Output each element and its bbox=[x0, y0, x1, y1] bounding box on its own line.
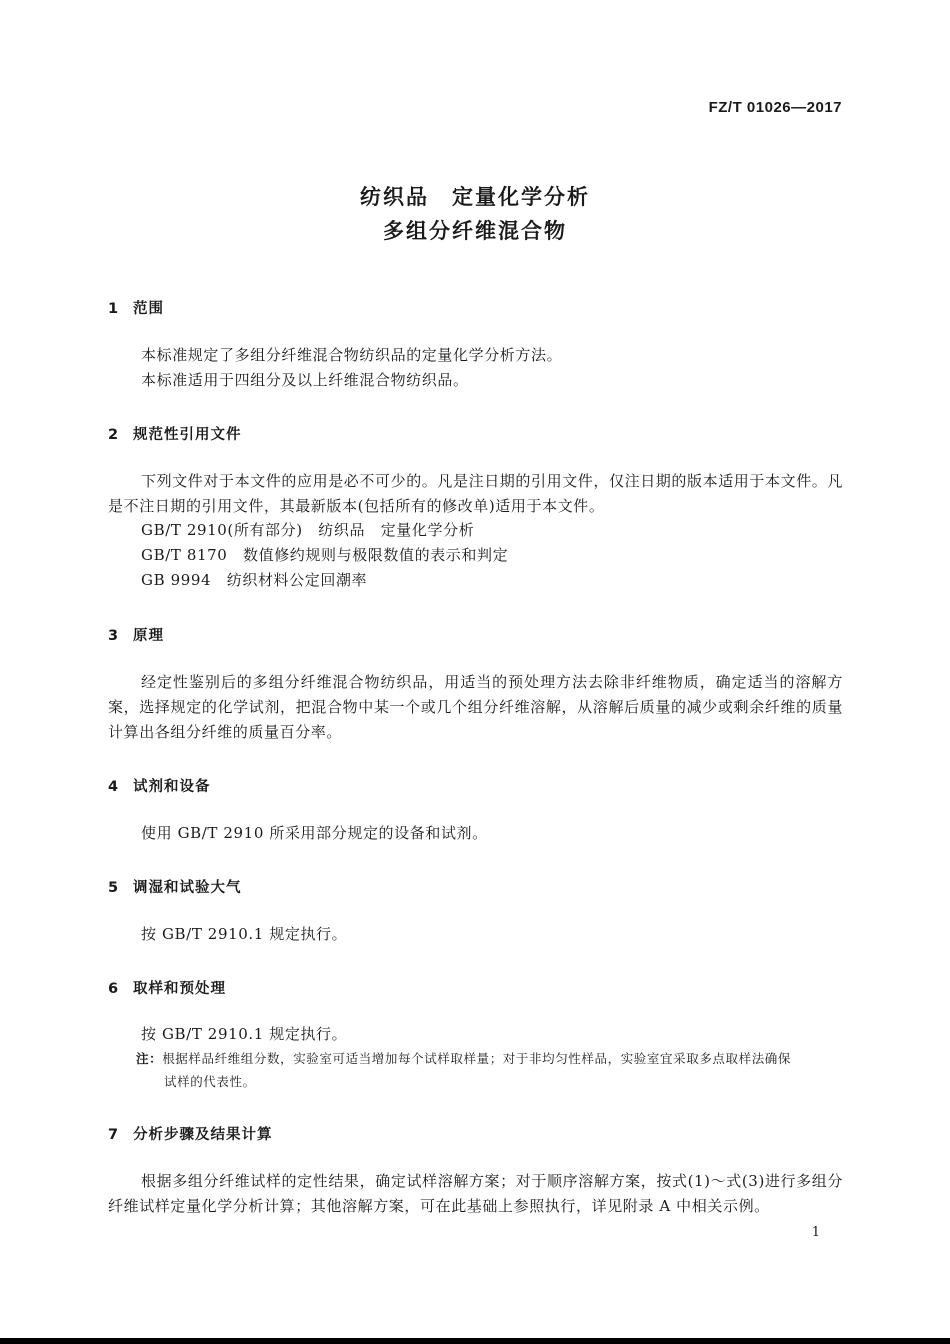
document-title-line1: 纺织品 定量化学分析 bbox=[360, 185, 590, 209]
section-heading-reagents-equipment bbox=[108, 775, 211, 796]
section-heading-conditioning bbox=[108, 876, 242, 897]
reference-item: GB 9994 纺织材料公定回潮率 bbox=[141, 571, 368, 589]
conditioning-paragraph: 按 GB/T 2910.1 规定执行。 bbox=[141, 925, 348, 943]
section-title: 调湿和试验大气 bbox=[133, 880, 242, 896]
section-number: 3 bbox=[108, 628, 120, 644]
principle-paragraph: 经定性鉴别后的多组分纤维混合物纺织品，用适当的预处理方法去除非纤维物质，确定适当的溶解方案，选择规定的化学试剂，把混合物中某一个或几个组分纤维溶解，从溶解后质量的减少或剩余纤维的质量计算出各组分纤维的质量百分率。 bbox=[108, 673, 843, 741]
sampling-note bbox=[136, 1047, 843, 1093]
section-number: 6 bbox=[108, 981, 120, 997]
note-line: 试样的代表性。 bbox=[164, 1074, 256, 1089]
section-number: 1 bbox=[108, 301, 120, 317]
section-heading-normative-references bbox=[108, 423, 242, 444]
procedure-paragraph: 根据多组分纤维试样的定性结果，确定试样溶解方案；对于顺序溶解方案，按式(1)～式(3)进行多组分纤维试样定量化学分析计算；其他溶解方案，可在此基础上参照执行，详见附录 A 中相关示例。 bbox=[108, 1172, 843, 1215]
scope-paragraph-1: 本标准规定了多组分纤维混合物纺织品的定量化学分析方法。 bbox=[141, 346, 563, 364]
page-number: 1 bbox=[811, 1225, 820, 1240]
section-title: 取样和预处理 bbox=[133, 981, 226, 997]
section-title: 范围 bbox=[133, 301, 164, 317]
bottom-border bbox=[0, 1338, 950, 1344]
section-title: 规范性引用文件 bbox=[133, 427, 242, 443]
note-line bbox=[136, 1047, 843, 1070]
section-title: 原理 bbox=[133, 628, 164, 644]
section-number: 5 bbox=[108, 880, 120, 896]
section-heading-procedure-calculation bbox=[108, 1123, 273, 1144]
section-number: 4 bbox=[108, 779, 120, 795]
section-heading-scope bbox=[108, 297, 164, 318]
sampling-paragraph: 按 GB/T 2910.1 规定执行。 bbox=[141, 1025, 348, 1043]
reagents-paragraph: 使用 GB/T 2910 所采用部分规定的设备和试剂。 bbox=[141, 824, 488, 842]
reference-item: GB/T 8170 数值修约规则与极限数值的表示和判定 bbox=[141, 546, 509, 564]
reference-item: GB/T 2910(所有部分) 纺织品 定量化学分析 bbox=[141, 521, 475, 539]
document-title-line2: 多组分纤维混合物 bbox=[383, 219, 567, 243]
section-title: 分析步骤及结果计算 bbox=[133, 1127, 273, 1143]
section-heading-principle bbox=[108, 624, 164, 645]
scope-paragraph-2: 本标准适用于四组分及以上纤维混合物纺织品。 bbox=[141, 371, 469, 389]
section-title: 试剂和设备 bbox=[133, 779, 211, 795]
references-intro: 下列文件对于本文件的应用是必不可少的。凡是注日期的引用文件，仅注日期的版本适用于本文件。凡是不注日期的引用文件，其最新版本(包括所有的修改单)适用于本文件。 bbox=[108, 472, 844, 515]
note-text: 根据样品纤维组分数，实验室可适当增加每个试样取样量；对于非均匀性样品，实验室宜采取多点取样法确保 bbox=[162, 1051, 792, 1066]
standard-code: FZ/T 01026—2017 bbox=[708, 99, 842, 116]
section-number: 2 bbox=[108, 427, 120, 443]
note-label: 注： bbox=[136, 1051, 163, 1066]
section-heading-sampling bbox=[108, 977, 226, 998]
section-number: 7 bbox=[108, 1127, 120, 1143]
